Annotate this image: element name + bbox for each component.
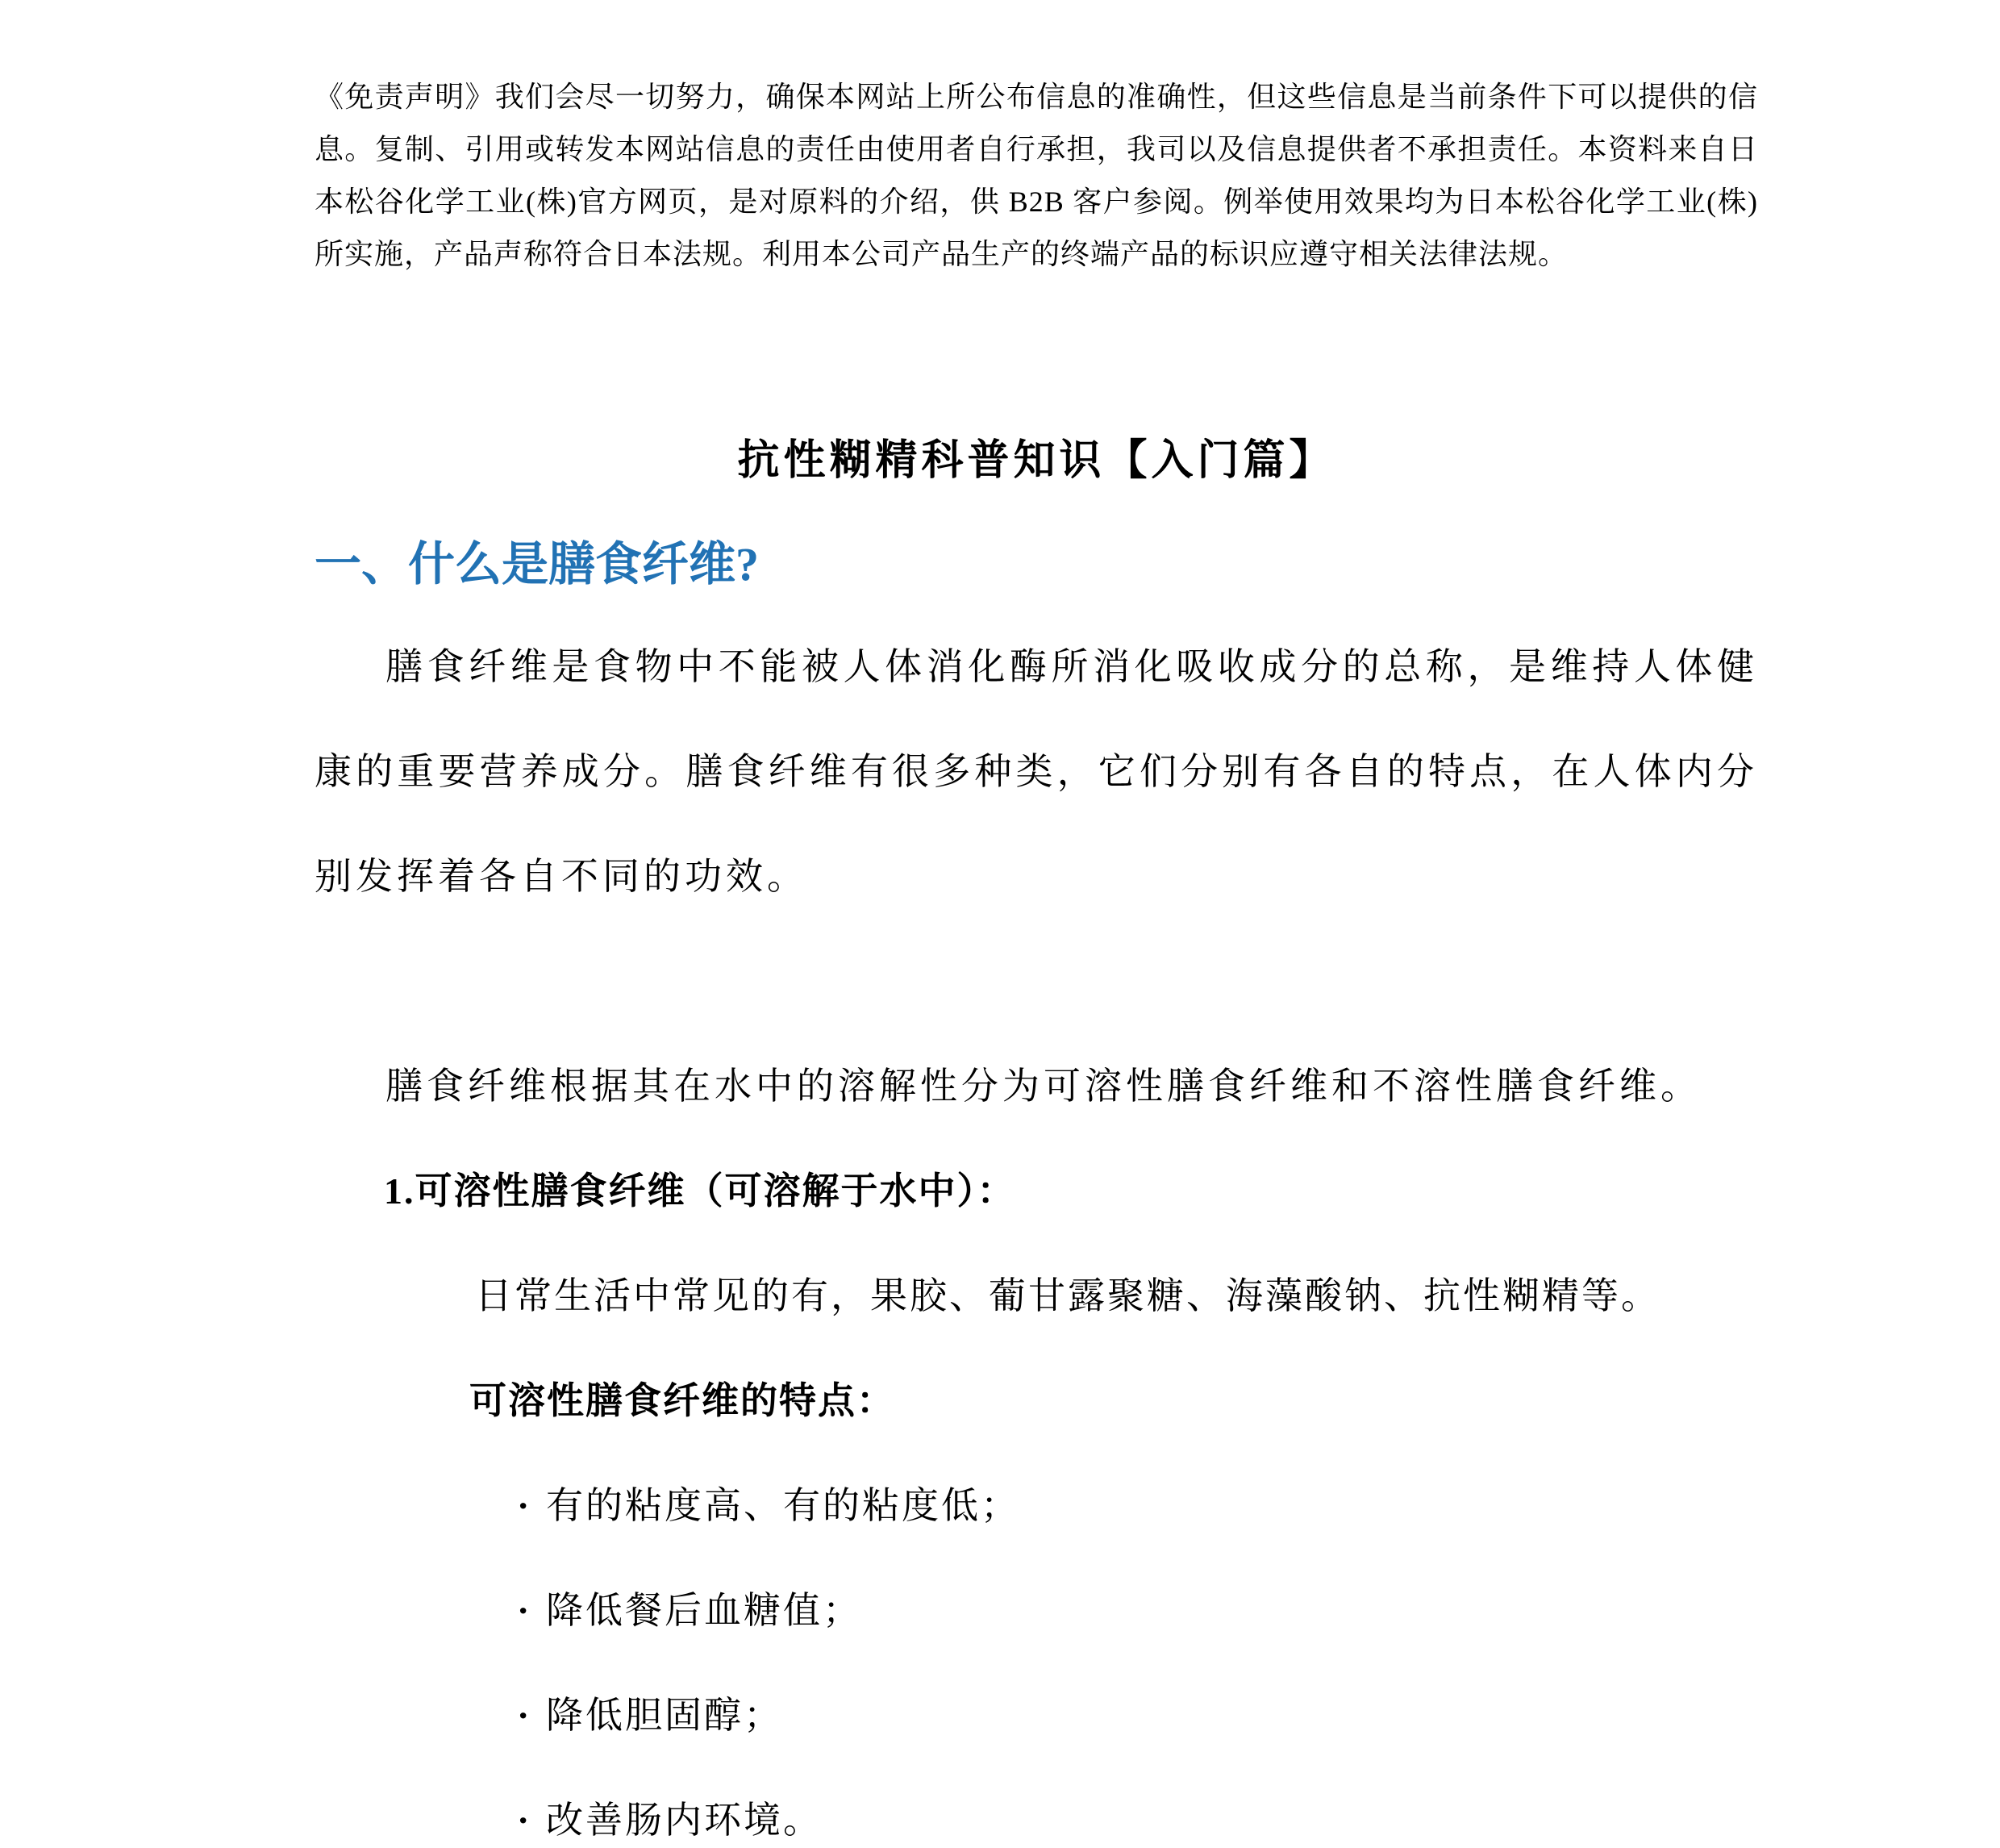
disclaimer-paragraph: 《免责声明》我们会尽一切努力，确保本网站上所公布信息的准确性，但这些信息是当前条件下可以提供的信息。复制、引用或转发本网站信息的责任由使用者自行承担，我司以及信息提供者不承担责任。本资料来自日本松谷化学工业(株)官方网页，是对原料的介绍，供 B2B 客户参阅。例举使用效果均为日本松谷化学工业(株)所实施，产品声称符合日本法规。利用本公司产品生产的终端产品的标识应遵守相关法律法规。 [315,81,1758,270]
list-item [517,1768,1758,1848]
section-body [315,615,1758,1848]
list-item-text: 有的粘度高、有的粘度低； [546,1485,1020,1526]
list-item [517,1663,1758,1768]
bullet-dot-icon: · [517,1800,532,1841]
blank-line [315,929,1758,1034]
list-item [517,1558,1758,1663]
subheading-soluble-fiber: 1.可溶性膳食纤维（可溶解于水中）： [384,1170,1016,1212]
subheading-soluble-features: 可溶性膳食纤维的特点： [469,1380,895,1421]
page-title: 抗性糊精科普知识【入门篇】 [737,438,1335,484]
bullet-dot-icon: · [517,1485,532,1526]
line-soluble-examples: 日常生活中常见的有，果胶、葡甘露聚糖、海藻酸钠、抗性糊精等。 [475,1275,1660,1316]
bullet-dot-icon: · [517,1590,532,1631]
paragraph-fiber-definition: 膳食纤维是食物中不能被人体消化酶所消化吸收成分的总称，是维持人体健康的重要营养成分。膳食纤维有很多种类，它们分别有各自的特点，在人体内分别发挥着各自不同的功效。 [315,646,1758,897]
bullet-dot-icon: · [517,1695,532,1736]
section-heading-dietary-fiber: 一、什么是膳食纤维? [315,538,760,590]
list-item [517,1454,1758,1558]
paragraph-fiber-classification: 膳食纤维根据其在水中的溶解性分为可溶性膳食纤维和不溶性膳食纤维。 [385,1066,1702,1107]
list-item-text: 改善肠内环境。 [546,1800,823,1841]
list-item-text: 降低胆固醇； [546,1695,783,1736]
list-item-text: 降低餐后血糖值； [546,1590,862,1631]
